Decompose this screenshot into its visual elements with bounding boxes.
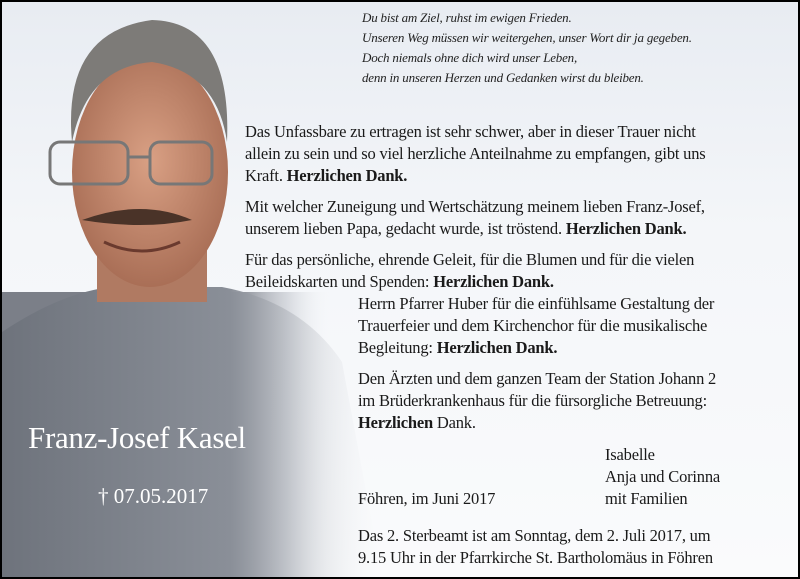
notice-line: Das 2. Sterbeamt ist am Sonntag, dem 2. Juli 2017, um xyxy=(358,526,711,545)
death-date: † 07.05.2017 xyxy=(98,484,209,508)
place-date: Föhren, im Juni 2017 xyxy=(358,489,496,508)
text-line: Für das persönliche, ehrende Geleit, für die Blumen und für die vielen xyxy=(245,250,695,269)
text-line: Mit welcher Zuneigung und Wertschätzung meinem lieben Franz-Josef, xyxy=(245,197,705,216)
text-line: im Brüderkrankenhaus für die fürsorgliche Betreuung: xyxy=(358,391,707,410)
text-line: Den Ärzten und dem ganzen Team der Station Johann 2 xyxy=(358,369,717,388)
text-line: Herrn Pfarrer Huber für die einfühlsame Gestaltung der xyxy=(358,294,715,313)
poem-line: denn in unseren Herzen und Gedanken wirst du bleiben. xyxy=(362,70,644,85)
signature-line: Isabelle xyxy=(605,445,655,464)
text-line xyxy=(358,413,476,433)
poem-line: Du bist am Ziel, ruhst im ewigen Frieden. xyxy=(362,10,572,25)
text-span: unserem lieben Papa, gedacht wurde, ist tröstend. xyxy=(245,219,566,238)
signature-line: Anja und Corinna xyxy=(605,467,721,486)
text-line: Das Unfassbare zu ertragen ist sehr schwer, aber in dieser Trauer nicht xyxy=(245,122,696,141)
thanks-bold: Herzlichen xyxy=(358,413,433,432)
poem-line: Unseren Weg müssen wir weitergehen, unser Wort dir ja gegeben. xyxy=(362,30,692,45)
thanks-bold: Herzlichen Dank. xyxy=(433,272,554,291)
text-line: allein zu sein und so viel herzliche Anteilnahme zu empfangen, gibt uns xyxy=(245,144,706,163)
notice-line: 9.15 Uhr in der Pfarrkirche St. Bartholomäus in Föhren xyxy=(358,548,713,567)
thanks-bold: Herzlichen Dank. xyxy=(286,166,408,185)
text-line xyxy=(245,219,686,239)
text-span: Kraft. xyxy=(245,166,287,185)
obituary-card xyxy=(2,2,798,577)
text-span: Beileidskarten und Spenden: xyxy=(245,272,434,291)
deceased-name: Franz-Josef Kasel xyxy=(28,420,246,455)
poem-line: Doch niemals ohne dich wird unser Leben, xyxy=(362,50,578,65)
thanks-bold: Herzlichen Dank. xyxy=(565,219,687,238)
text-span: Dank. xyxy=(432,413,476,432)
signature-line: mit Familien xyxy=(605,489,688,508)
text-line: Trauerfeier und dem Kirchenchor für die musikalische xyxy=(358,316,708,335)
text-line xyxy=(245,166,407,186)
text-line xyxy=(245,272,554,292)
text-span: Begleitung: xyxy=(358,338,437,357)
thanks-bold: Herzlichen Dank. xyxy=(436,338,558,357)
text-line xyxy=(358,338,557,358)
